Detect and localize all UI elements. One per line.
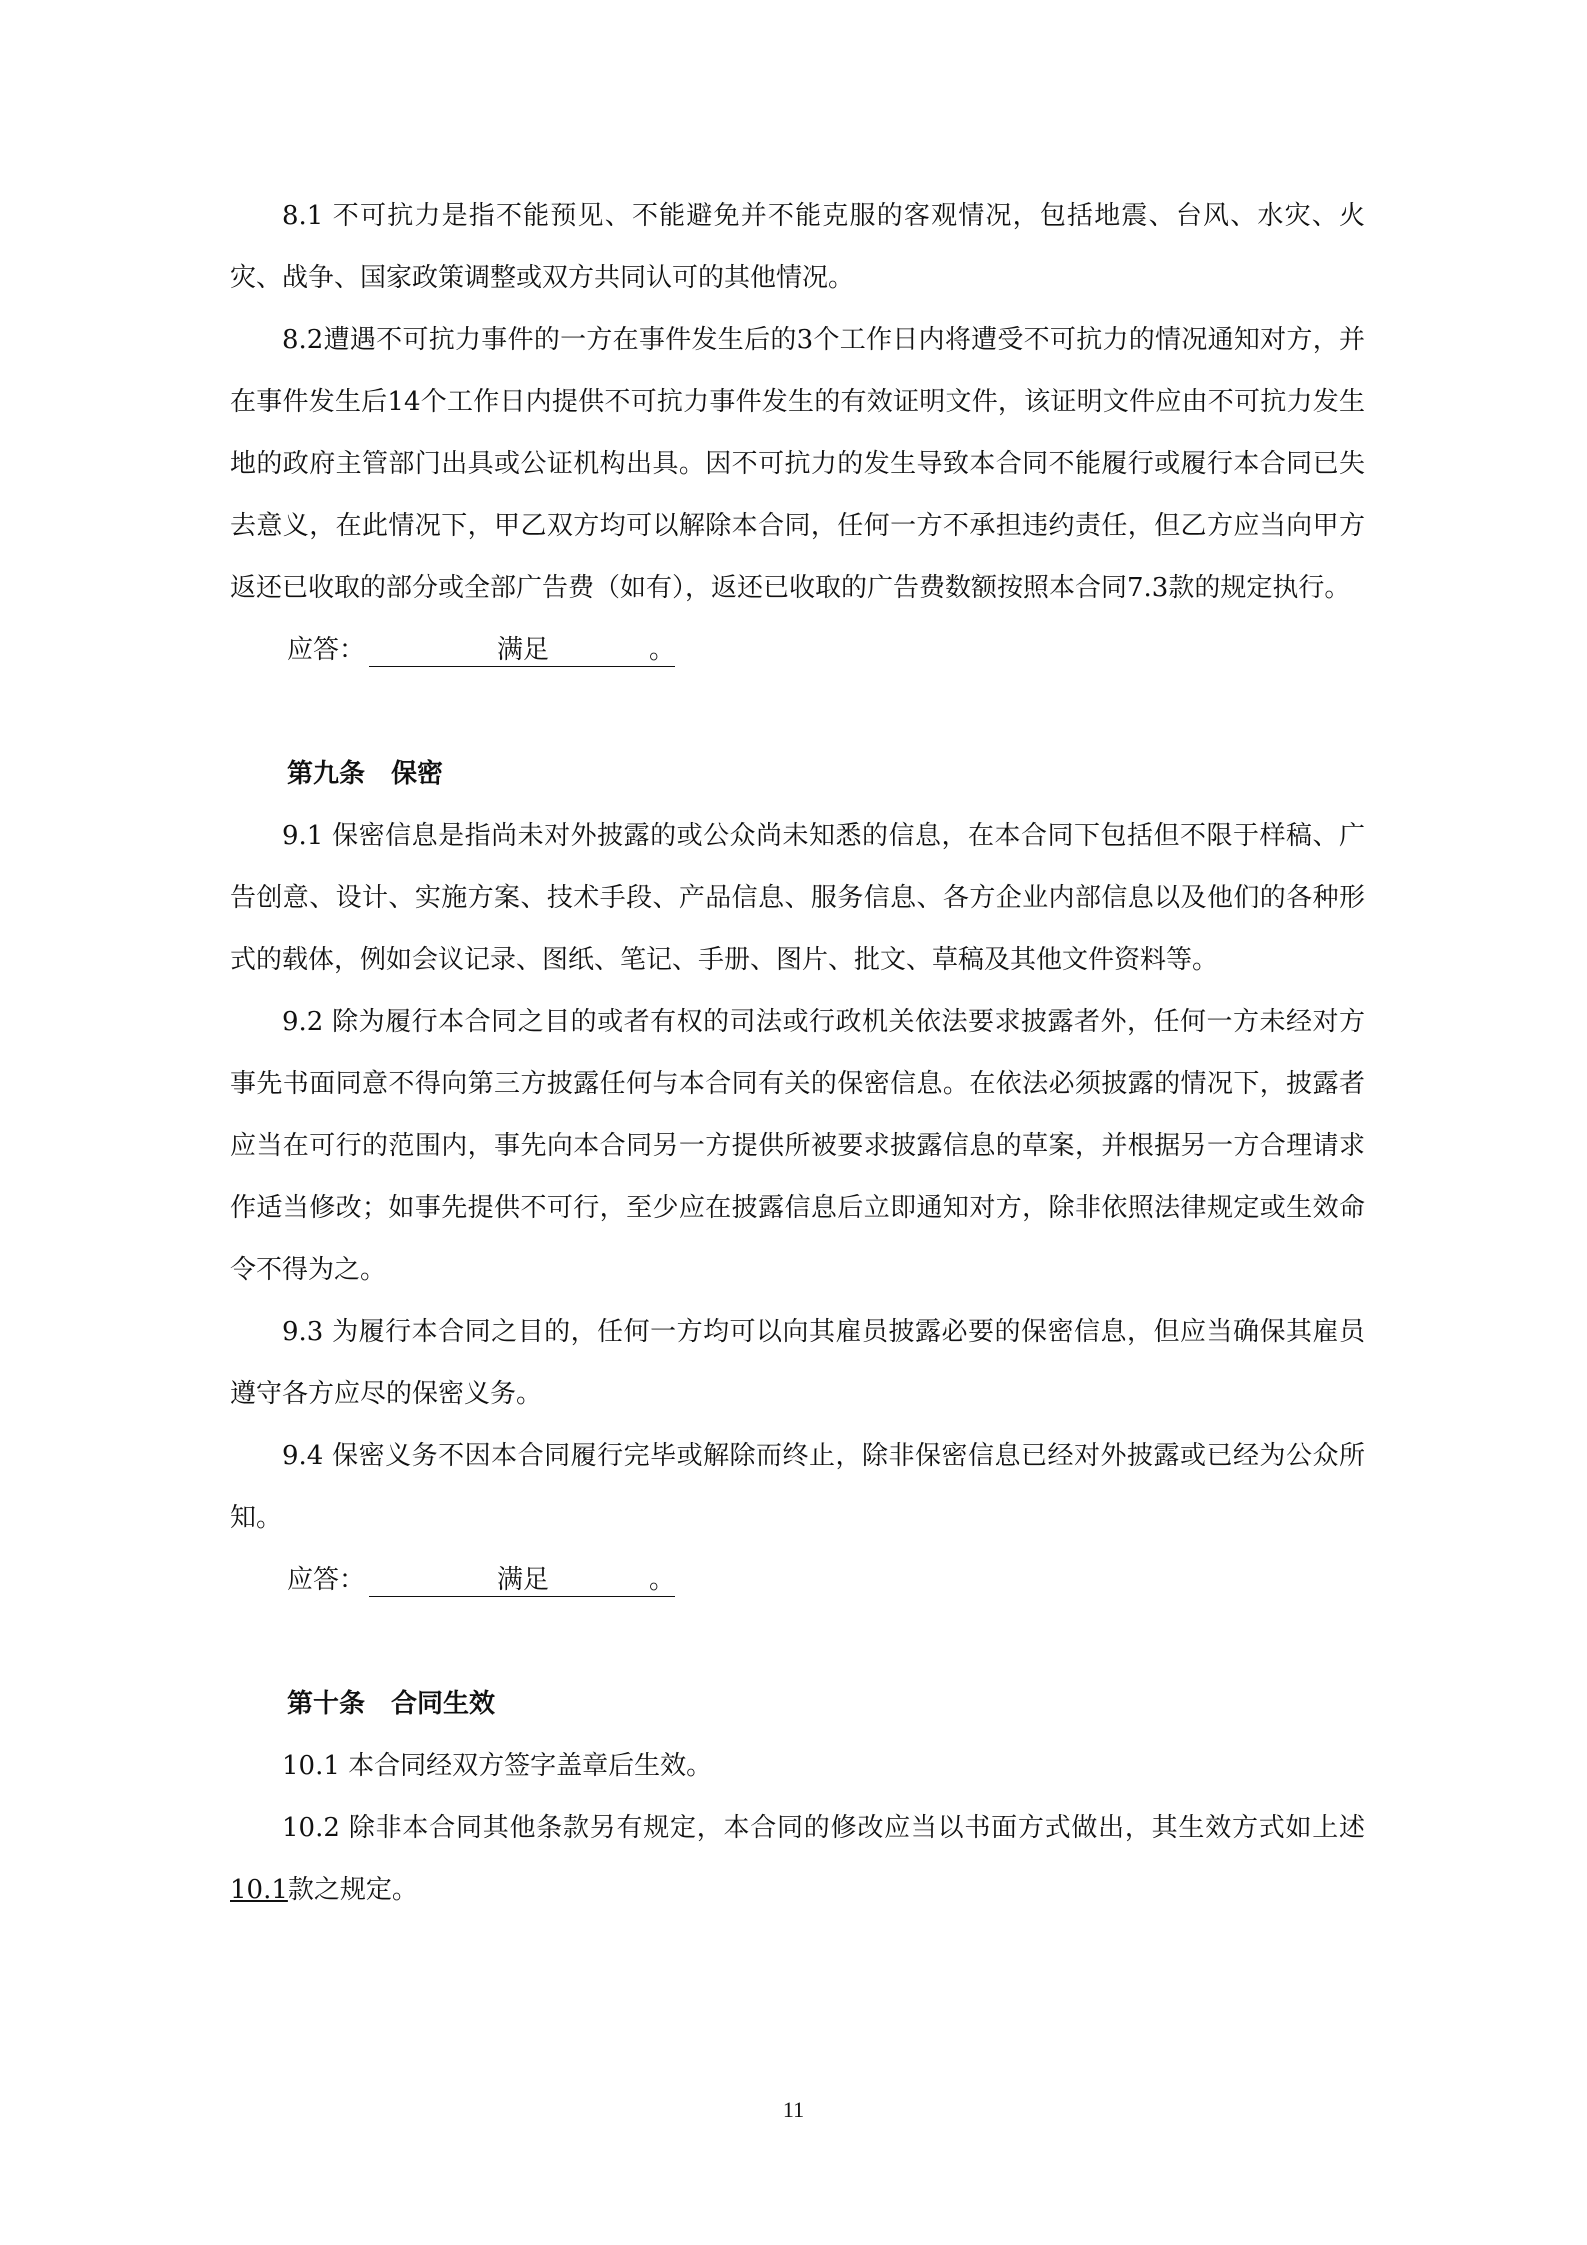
clause-10-2-tail: 款之规定。: [287, 1875, 418, 1905]
heading-title: 保密: [391, 759, 444, 789]
answer-blank: [369, 634, 675, 667]
heading-number: 第十条: [287, 1689, 366, 1719]
section-gap: [230, 681, 1365, 743]
clause-reference: 10.1: [230, 1875, 288, 1905]
answer-value: 满足: [497, 1565, 550, 1595]
clause-10-2: [230, 1797, 1365, 1921]
answer-end: 。: [649, 1565, 676, 1595]
page-content: [230, 185, 1365, 1921]
answer-label: 应答：: [287, 1565, 366, 1595]
clause-9-4: 9.4 保密义务不因本合同履行完毕或解除而终止，除非保密信息已经对外披露或已经为公众所知。: [230, 1441, 1365, 1533]
answer-blank: [369, 1564, 675, 1597]
answer-end: 。: [649, 635, 676, 665]
heading-number: 第九条: [287, 759, 366, 789]
section-heading-10: [230, 1673, 1365, 1735]
answer-line-8: [230, 619, 1365, 681]
answer-line-9: [230, 1549, 1365, 1611]
clause-9-3: 9.3 为履行本合同之目的，任何一方均可以向其雇员披露必要的保密信息，但应当确保其雇员遵守各方应尽的保密义务。: [230, 1317, 1365, 1409]
section-heading-9: [230, 743, 1365, 805]
clause-9-2: 9.2 除为履行本合同之目的或者有权的司法或行政机关依法要求披露者外，任何一方未经对方事先书面同意不得向第三方披露任何与本合同有关的保密信息。在依法必须披露的情况下，披露者应当在可行的范围内，事先向本合同另一方提供所被要求披露信息的草案，并根据另一方合理请求作适当修改；如事先提供不可行，至少应在披露信息后立即通知对方，除非依照法律规定或生效命令不得为之。: [230, 1007, 1365, 1285]
page-number: 11: [782, 2097, 805, 2122]
answer-value: 满足: [497, 635, 550, 665]
answer-label: 应答：: [287, 635, 366, 665]
clause-10-2-text: 10.2 除非本合同其他条款另有规定，本合同的修改应当以书面方式做出，其生效方式如上述: [282, 1813, 1365, 1843]
clause-8-2: 8.2遭遇不可抗力事件的一方在事件发生后的3个工作日内将遭受不可抗力的情况通知对方，并在事件发生后14个工作日内提供不可抗力事件发生的有效证明文件，该证明文件应由不可抗力发生地的政府主管部门出具或公证机构出具。因不可抗力的发生导致本合同不能履行或履行本合同已失去意义，在此情况下，甲乙双方均可以解除本合同，任何一方不承担违约责任，但乙方应当向甲方返还已收取的部分或全部广告费（如有），返还已收取的广告费数额按照本合同7.3款的规定执行。: [230, 325, 1365, 603]
section-gap: [230, 1611, 1365, 1673]
clause-8-1: 8.1 不可抗力是指不能预见、不能避免并不能克服的客观情况，包括地震、台风、水灾、火灾、战争、国家政策调整或双方共同认可的其他情况。: [230, 201, 1365, 293]
heading-title: 合同生效: [391, 1689, 496, 1719]
clause-10-1: 10.1 本合同经双方签字盖章后生效。: [282, 1751, 713, 1781]
clause-9-1: 9.1 保密信息是指尚未对外披露的或公众尚未知悉的信息，在本合同下包括但不限于样稿、广告创意、设计、实施方案、技术手段、产品信息、服务信息、各方企业内部信息以及他们的各种形式的载体，例如会议记录、图纸、笔记、手册、图片、批文、草稿及其他文件资料等。: [230, 821, 1365, 975]
